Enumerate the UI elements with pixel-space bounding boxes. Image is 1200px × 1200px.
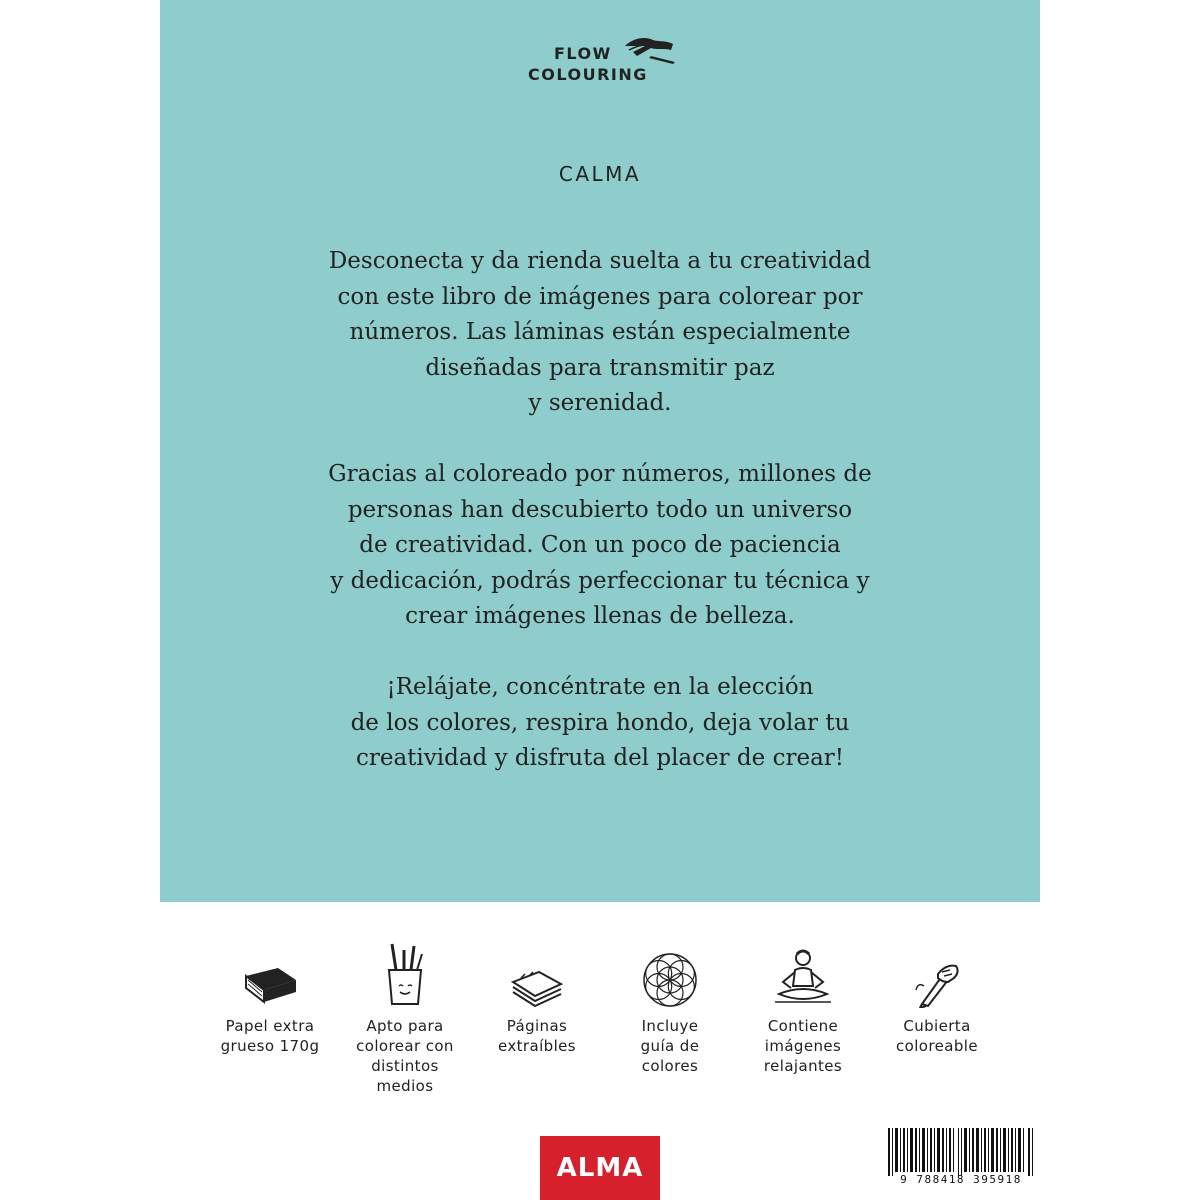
feature-color-guide: [595, 938, 745, 1076]
feature-label-line: imágenes: [764, 1037, 842, 1055]
feature-label-line: relajantes: [763, 1057, 843, 1075]
feature-label-line: Contiene: [767, 1017, 839, 1035]
text-line: números. Las láminas están especialmente: [349, 319, 851, 346]
feature-label-line: extraíbles: [498, 1037, 576, 1055]
feature-label-line: colorear con: [356, 1037, 454, 1055]
barcode: [886, 1128, 1036, 1176]
paper-stack-icon: [509, 968, 565, 1008]
feature-label-line: coloreable: [896, 1037, 978, 1055]
feature-colorable-cover: [862, 938, 1012, 1056]
feature-label-line: colores: [641, 1057, 699, 1075]
text-line: de los colores, respira hondo, deja volar tu: [350, 709, 850, 736]
feature-thick-paper: [195, 938, 345, 1056]
feature-label-line: Apto para: [366, 1017, 444, 1035]
text-line: personas han descubierto todo un universo: [347, 496, 853, 523]
pencil-cup-icon: [380, 940, 430, 1008]
publisher-logo: ALMA: [540, 1136, 660, 1200]
text-line: diseñadas para transmitir paz: [425, 354, 775, 381]
feature-relaxing-images: [728, 938, 878, 1076]
feature-label-line: grueso 170g: [220, 1037, 320, 1055]
description-paragraph-2: [160, 457, 1040, 635]
feature-label-line: Papel extra: [225, 1017, 315, 1035]
logo-line2: COLOURING: [528, 65, 648, 84]
text-line: Desconecta y da rienda suelta a tu creatividad: [328, 248, 872, 274]
feature-label-line: medios: [376, 1077, 434, 1095]
hand-writing-icon: [912, 960, 962, 1008]
flower-of-life-icon: [642, 952, 698, 1008]
meditating-person-icon: [771, 948, 835, 1008]
text-line: con este libro de imágenes para colorear por: [337, 283, 863, 310]
text-line: crear imágenes llenas de belleza.: [405, 603, 795, 630]
feature-label-line: guía de: [640, 1037, 700, 1055]
text-line: y dedicación, podrás perfeccionar tu técnica y: [330, 567, 870, 594]
book-icon: [240, 958, 300, 1008]
hand-brush-logo-icon: [623, 34, 677, 64]
feature-any-medium: [330, 938, 480, 1096]
description-paragraph-1: [160, 244, 1040, 422]
text-line: ¡Relájate, concéntrate en la elección: [386, 674, 814, 700]
text-line: y serenidad.: [528, 390, 672, 417]
barcode-number: 9 788418 395918: [900, 1173, 1022, 1186]
book-title: CALMA: [558, 162, 642, 186]
text-line: creatividad y disfruta del placer de crear!: [355, 745, 845, 772]
feature-label-line: Incluye: [641, 1017, 699, 1035]
flow-colouring-logo: [520, 34, 680, 88]
feature-label-line: Cubierta: [903, 1017, 971, 1035]
feature-label-line: Páginas: [506, 1017, 568, 1035]
feature-label-line: distintos: [371, 1057, 439, 1075]
text-line: de creatividad. Con un poco de paciencia: [359, 532, 841, 559]
logo-line1: FLOW: [554, 44, 612, 63]
text-line: Gracias al coloreado por números, millones de: [328, 461, 872, 487]
description-paragraph-3: [160, 670, 1040, 777]
feature-removable-pages: [462, 938, 612, 1056]
